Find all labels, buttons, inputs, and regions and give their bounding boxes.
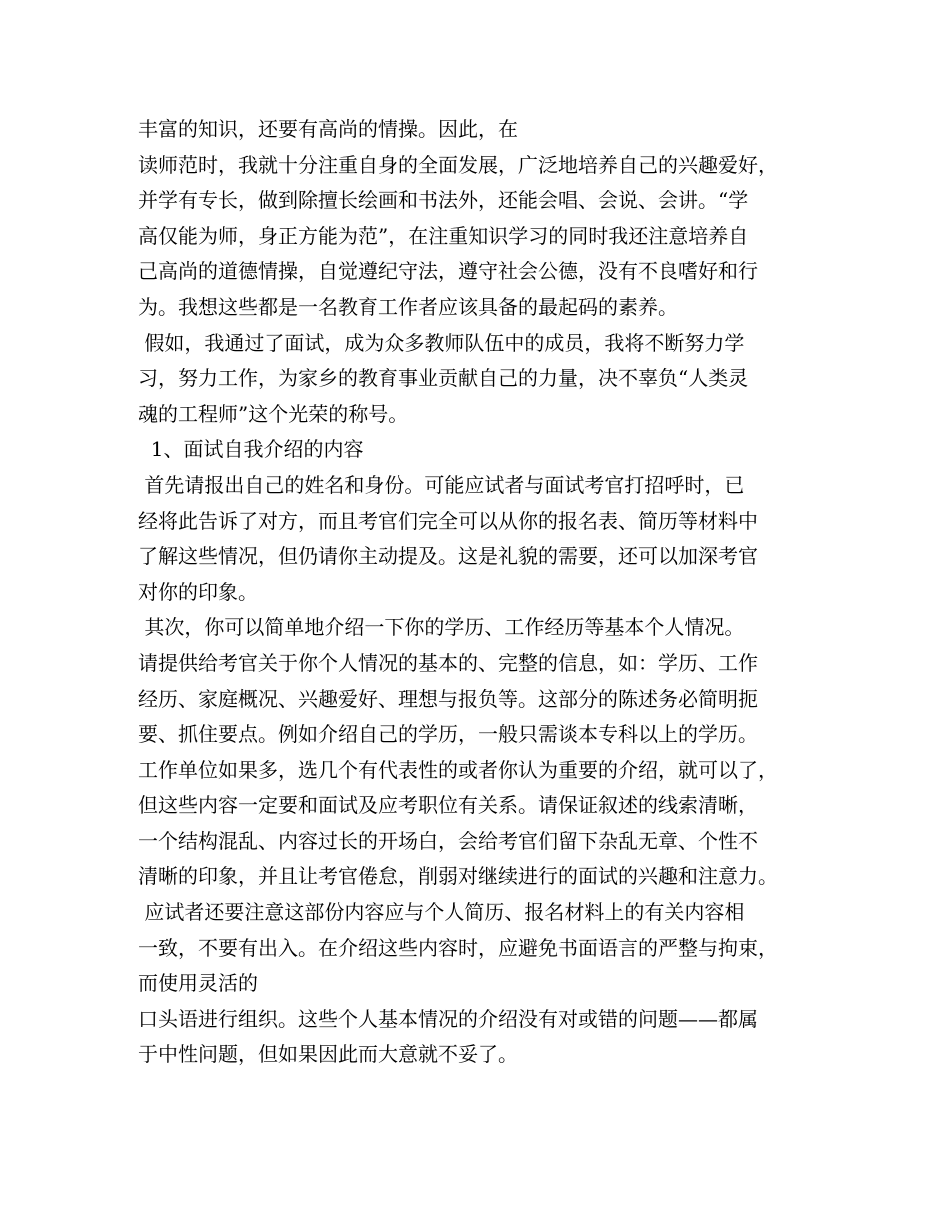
text-line: 了解这些情况，但仍请你主动提及。这是礼貌的需要，还可以加深考官: [138, 544, 758, 569]
text-line: 口头语进行组织。这些个人基本情况的介绍没有对或错的问题——都属: [138, 1006, 758, 1031]
text-line: 丰富的知识，还要有高尚的情操。因此，在: [138, 117, 518, 141]
text-line: 一个结构混乱、内容过长的开场白，会给考官们留下杂乱无章、个性不: [138, 828, 758, 853]
text-line: 要、抓住要点。例如介绍自己的学历，一般只需谈本专科以上的学历。: [138, 722, 758, 747]
text-line: 假如，我通过了面试，成为众多教师队伍中的成员，我将不断努力学: [138, 330, 745, 355]
text-line: 工作单位如果多，选几个有代表性的或者你认为重要的介绍，就可以了，: [138, 757, 778, 782]
document-body: [138, 112, 838, 1073]
text-line: 为。我想这些都是一名教育工作者应该具备的最起码的素养。: [138, 294, 678, 319]
text-line: 其次，你可以简单地介绍一下你的学历、工作经历等基本个人情况。: [138, 615, 745, 640]
text-line: 一致，不要有出入。在介绍这些内容时，应避免书面语言的严整与拘束，: [138, 935, 778, 960]
text-line: 首先请报出自己的姓名和身份。可能应试者与面试考官打招呼时，已: [138, 472, 745, 497]
text-line: 应试者还要注意这部份内容应与个人简历、报名材料上的有关内容相: [138, 900, 745, 925]
text-line: 并学有专长，做到除擅长绘画和书法外，还能会唱、会说、会讲。“学: [138, 188, 749, 213]
text-line: 高仅能为师，身正方能为范”，在注重知识学习的同时我还注意培养自: [138, 223, 749, 248]
text-line: 习，努力工作，为家乡的教育事业贡献自己的力量，决不辜负“人类灵: [138, 366, 749, 391]
text-line: 己高尚的道德情操，自觉遵纪守法，遵守社会公德，没有不良嗜好和行: [138, 259, 758, 284]
text-line: 经将此告诉了对方，而且考官们完全可以从你的报名表、简历等材料中: [138, 508, 758, 533]
section-heading: 1、面试自我介绍的内容: [138, 437, 364, 462]
text-line: 对你的印象。: [138, 579, 258, 604]
text-line: 请提供给考官关于你个人情况的基本的、完整的信息，如：学历、工作: [138, 650, 758, 675]
text-line: 但这些内容一定要和面试及应考职位有关系。请保证叙述的线索清晰，: [138, 793, 758, 818]
text-line: 而使用灵活的: [138, 971, 258, 996]
text-line: 经历、家庭概况、兴趣爱好、理想与报负等。这部分的陈述务必简明扼: [138, 686, 758, 711]
text-line: 读师范时，我就十分注重自身的全面发展，广泛地培养自己的兴趣爱好，: [138, 152, 778, 177]
text-line: 于中性问题，但如果因此而大意就不妥了。: [138, 1042, 518, 1067]
text-line: 魂的工程师”这个光荣的称号。: [138, 401, 409, 426]
text-line: 清晰的印象，并且让考官倦怠，削弱对继续进行的面试的兴趣和注意力。: [138, 864, 778, 889]
